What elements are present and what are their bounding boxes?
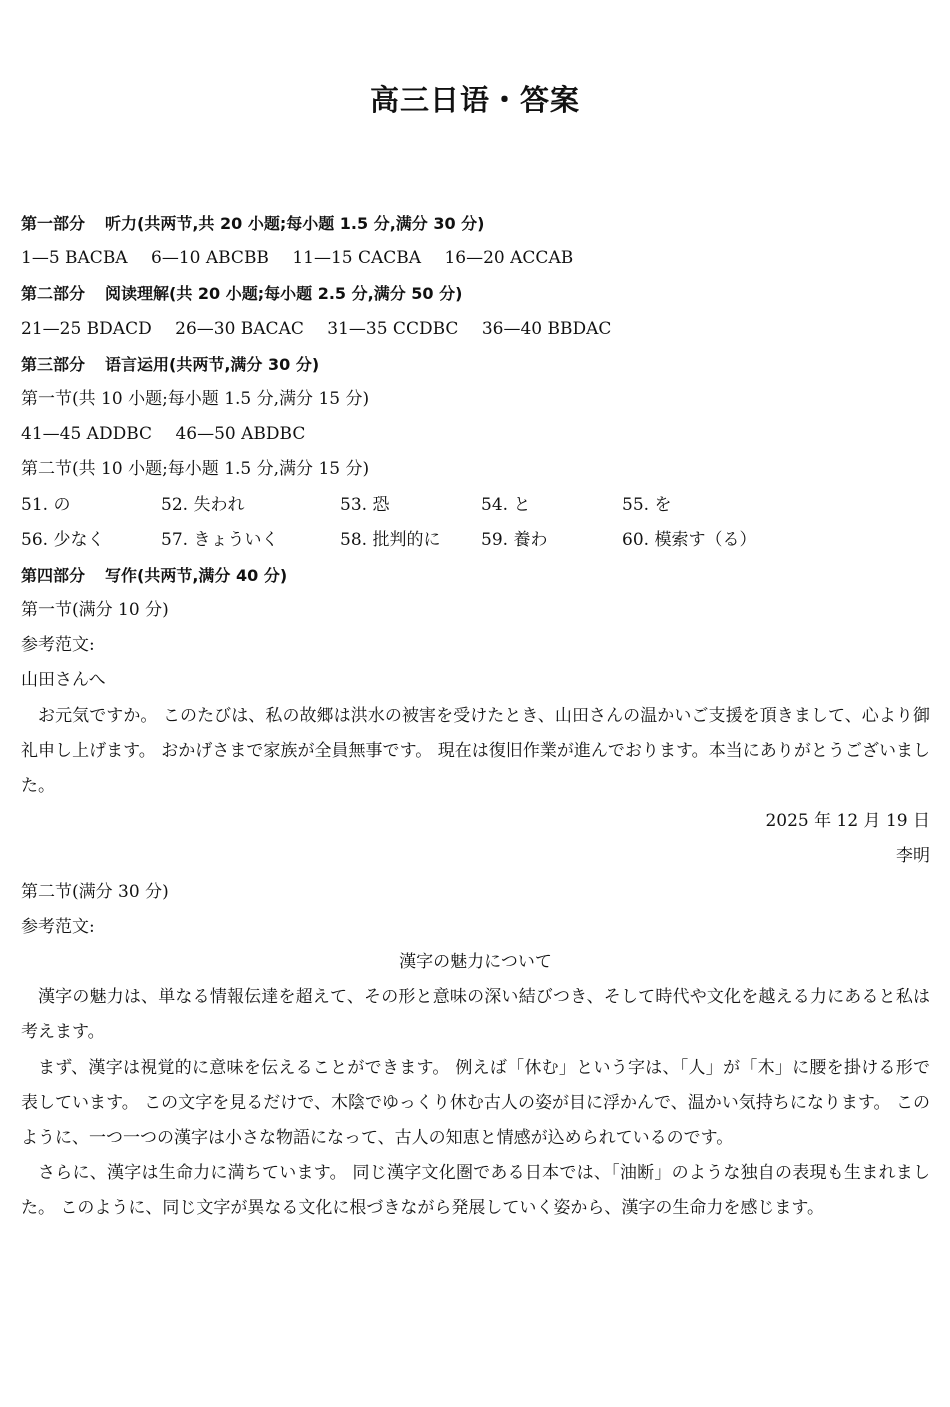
part2-desc: 阅读理解(共 20 小题;每小题 2.5 分,满分 50 分) (105, 284, 463, 304)
fill-answers-row-2 (21, 523, 930, 558)
answer-group: 36—40 BBDAC (481, 318, 612, 339)
part2-answers (21, 312, 930, 347)
essay-paragraph-2: まず、漢字は視覚的に意味を伝えることができます。 例えば「休む」という字は、「人」が「木」に腰を掛ける形で表しています。 この文字を見るだけで、木陰でゆっくり休む古人の姿が目に浮かんで、温かい気持ちになります。 このように、一つ一つの漢字は小さな物語になって、古人の知恵と情感が込められているのです。 (21, 1057, 930, 1148)
fill-answer: 54. と (481, 494, 531, 515)
essay-paragraph-1: 漢字の魅力は、単なる情報伝達を超えて、その形と意味の深い結びつき、そして時代や文化を越える力にあると私は考えます。 (21, 987, 930, 1043)
part3-desc: 语言运用(共两节,满分 30 分) (105, 354, 320, 374)
answer-content (21, 206, 930, 1227)
fill-answer: 53. 恐 (340, 494, 390, 515)
fill-answers-row-1 (21, 488, 930, 523)
part1-label: 第一部分 (21, 214, 86, 233)
part3-section2-heading: 第二节(共 10 小题;每小题 1.5 分,满分 15 分) (21, 459, 370, 480)
part2-label: 第二部分 (21, 284, 86, 304)
answer-group: 6—10 ABCBB (151, 248, 269, 269)
part4-section1-heading: 第一节(满分 10 分) (21, 600, 169, 621)
part3-section1-answers (21, 417, 930, 452)
part1-desc: 听力(共两节,共 20 小题;每小题 1.5 分,满分 30 分) (105, 214, 485, 233)
part1-heading (21, 206, 930, 241)
answer-group: 31—35 CCDBC (327, 318, 459, 339)
part4-desc: 写作(共两节,满分 40 分) (105, 565, 288, 585)
answer-group: 46—50 ABDBC (175, 424, 306, 445)
fill-answer: 56. 少なく (21, 529, 105, 550)
part4-heading (21, 558, 930, 593)
fill-answer: 52. 失われ (161, 494, 245, 515)
answer-group: 11—15 CACBA (292, 248, 422, 269)
fill-answer: 57. きょういく (161, 529, 279, 550)
part3-section1-heading: 第一节(共 10 小题;每小题 1.5 分,满分 15 分) (21, 388, 370, 409)
essay-title: 漢字の魅力について (399, 951, 552, 972)
sample-label-2: 参考范文: (21, 916, 95, 937)
part3-heading (21, 347, 930, 382)
answer-group: 21—25 BDACD (21, 318, 152, 339)
answer-group: 26—30 BACAC (175, 318, 304, 339)
letter-date: 2025 年 12 月 19 日 (765, 811, 930, 832)
page-title: 高三日语・答案 (369, 83, 580, 117)
part2-heading (21, 276, 930, 311)
fill-answer: 55. を (622, 494, 672, 515)
fill-answer: 60. 模索す（る） (622, 529, 757, 550)
part1-answers (21, 241, 930, 276)
part4-label: 第四部分 (21, 565, 86, 585)
fill-answer: 59. 養わ (481, 529, 548, 550)
letter-signature: 李明 (896, 846, 930, 867)
letter-body: お元気ですか。 このたびは、私の故郷は洪水の被害を受けたとき、山田さんの温かいご支援を頂きまして、心より御礼申し上げます。 おかげさまで家族が全員無事です。 現在は復旧作業が進んでおります。本当にありがとうございました。 (21, 705, 930, 797)
part3-label: 第三部分 (21, 354, 86, 374)
letter-greeting: 山田さんへ (21, 670, 106, 691)
fill-answer: 51. の (21, 494, 71, 515)
answer-group: 16—20 ACCAB (444, 248, 574, 269)
essay-paragraph-3: さらに、漢字は生命力に満ちています。 同じ漢字文化圏である日本では、「油断」のような独自の表現も生まれました。 このように、同じ文字が異なる文化に根づきながら発展していく姿から、漢字の生命力を感じます。 (21, 1163, 930, 1219)
answer-group: 1—5 BACBA (21, 248, 128, 269)
fill-answer: 58. 批判的に (340, 529, 441, 550)
part4-section2-heading: 第二节(满分 30 分) (21, 881, 169, 902)
sample-label: 参考范文: (21, 635, 95, 656)
answer-group: 41—45 ADDBC (21, 424, 153, 445)
